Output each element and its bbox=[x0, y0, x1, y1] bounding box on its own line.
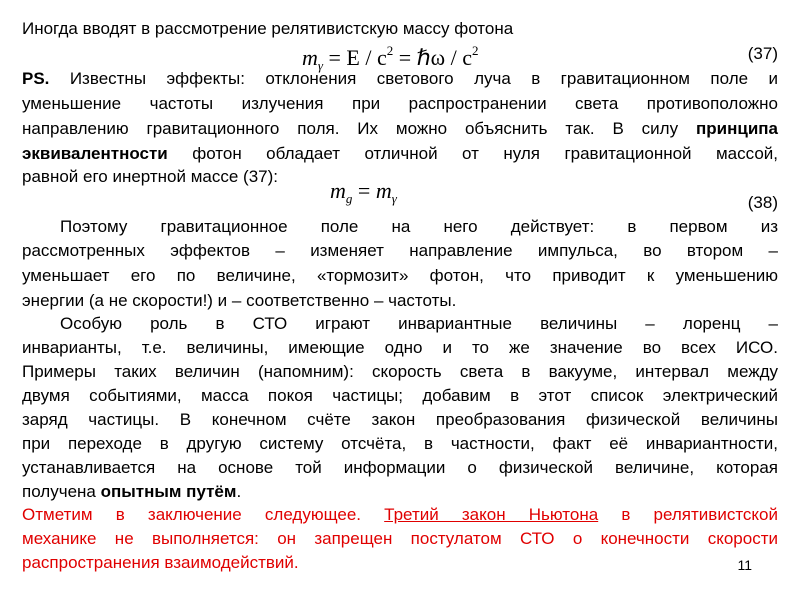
ps-line-3-text: направлению гравитационного поля. Их можно объяснить так. В силу bbox=[22, 119, 696, 138]
conclusion-underlined: Третий закон Ньютона bbox=[384, 505, 599, 524]
formula-37-rhs-power: 2 bbox=[471, 43, 479, 58]
equation-number-38: (38) bbox=[747, 193, 778, 212]
formula-38-rhs-symbol: m bbox=[375, 178, 392, 203]
para2-line: уменьшает его по величине, «тормозит» фотон, что приводит к уменьшению bbox=[22, 266, 778, 285]
formula-37-lhs-symbol: m bbox=[302, 45, 318, 70]
intro-line: Иногда вводят в рассмотрение релятивистскую массу фотона bbox=[22, 19, 514, 38]
para3-line: заряд частицы. В конечном счёте закон преобразования физической величины bbox=[22, 410, 778, 429]
para3-line: устанавливается на основе той информации о физической величине, которая bbox=[22, 458, 778, 477]
para3-line: двумя событиями, масса покоя частицы; добавим в этот список электрический bbox=[22, 386, 778, 405]
formula-38-rhs-subscript: γ bbox=[391, 191, 397, 206]
para2-line: Поэтому гравитационное поле на него действует: в первом из bbox=[60, 217, 778, 236]
formula-38 bbox=[330, 178, 397, 212]
para2-line: рассмотренных эффектов – изменяет направление импульса, во втором – bbox=[22, 241, 778, 260]
conclusion-line-2: механике не выполняется: он запрещен постулатом СТО о конечности скорости bbox=[22, 529, 778, 548]
ps-line-1 bbox=[22, 68, 778, 89]
ps-line-2: уменьшение частоты излучения при распространении света противоположно bbox=[22, 94, 778, 113]
formula-38-equals: = bbox=[357, 178, 371, 203]
formula-37-middle-power: 2 bbox=[386, 43, 394, 58]
ps-label: PS. bbox=[22, 69, 50, 88]
ps-line-3-bold: принципа bbox=[696, 119, 778, 138]
para3-line: при переходе в другую систему отсчёта, в частности, факт её инвариантности, bbox=[22, 434, 778, 453]
formula-37-lhs-subscript: γ bbox=[317, 58, 324, 73]
ps-line-1-text: Известны эффекты: отклонения светового луча в гравитационном поле и bbox=[49, 69, 778, 88]
ps-line-4-text: фотон обладает отличной от нуля гравитационной массой, bbox=[167, 144, 778, 163]
ps-line-3 bbox=[22, 118, 778, 139]
page-number: 11 bbox=[737, 557, 752, 573]
para3-last-line bbox=[22, 481, 778, 502]
para3-line: Особую роль в СТО играют инвариантные величины – лоренц – bbox=[60, 314, 778, 333]
ps-line-5: равной его инертной массе (37): bbox=[22, 167, 279, 186]
para2-line: энергии (а не скорости!) и – соответственно – частоты. bbox=[22, 291, 457, 310]
formula-38-lhs-subscript: g bbox=[345, 191, 353, 206]
para3-last-bold: опытным путём bbox=[100, 482, 237, 501]
conclusion-line-1-text: Отметим в заключение следующее. bbox=[22, 505, 385, 524]
ps-line-4-bold: эквивалентности bbox=[22, 144, 168, 163]
equation-number-37: (37) bbox=[747, 44, 778, 63]
conclusion-line-1 bbox=[22, 504, 778, 525]
para3-line: Примеры таких величин (напомним): скорость света в вакууме, интервал между bbox=[22, 362, 778, 381]
para3-last-end: . bbox=[236, 482, 242, 501]
formula-38-lhs-symbol: m bbox=[330, 178, 346, 203]
conclusion-line-3: распространения взаимодействий. bbox=[22, 553, 299, 572]
ps-line-4 bbox=[22, 143, 778, 164]
para3-last-text: получена bbox=[22, 482, 101, 501]
formula-37-rhs: = ℏω / c bbox=[398, 45, 472, 70]
para3-line: инварианты, т.е. величины, имеющие одно и то же значение во всех ИСО. bbox=[22, 338, 778, 357]
formula-37-middle: = E / c bbox=[328, 45, 387, 70]
conclusion-line-1-end: в релятивистской bbox=[598, 505, 779, 524]
